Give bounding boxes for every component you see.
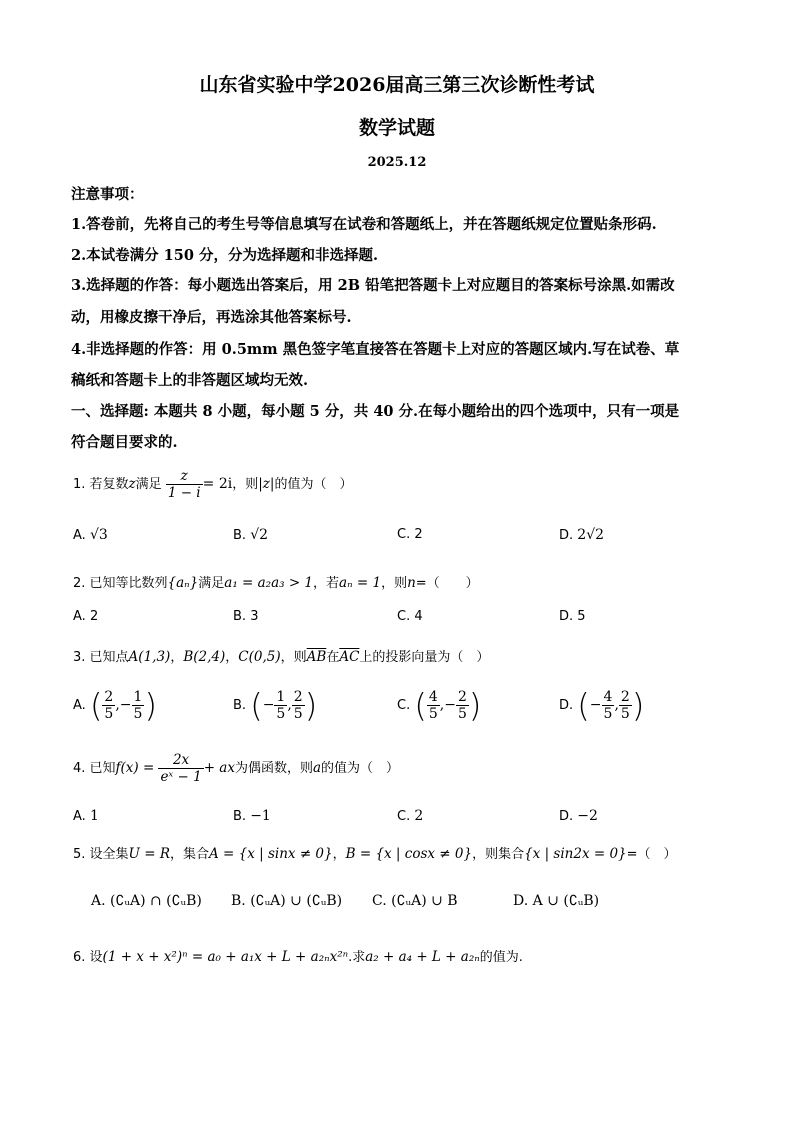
q1-text: 1. 若复数	[73, 477, 129, 492]
question-2: 2. 已知等比数列{aₙ}满足a₁ = a₂a₃ > 1，若aₙ = 1，则n=（ ）	[73, 575, 479, 591]
q3-option-a: A. ( $\frac{2}{5}$ ,− $\frac{1}{5}$ )	[73, 686, 157, 725]
q1-text: ，则	[232, 477, 259, 492]
q5-universal-set: U = R	[128, 846, 170, 862]
q1-var: z	[128, 476, 136, 492]
question-4: 4. 已知f(x) = $\frac{2x}{\text{eˣ − 1}}$ + ax为偶函数，则a的值为（ ）	[73, 752, 400, 785]
q4-option-d: D. −2	[559, 808, 598, 824]
q6-expansion: (1 + x + x²)ⁿ = a₀ + a₁x + L + a₂ₙx²ⁿ	[102, 949, 349, 965]
q3-option-d: D. (− $\frac{4}{5}$ , $\frac{2}{5}$ )	[559, 686, 645, 725]
note-4-line1: 4.非选择题的作答：用 0.5mm 黑色签字笔直接答在答题卡上对应的答题区域内.写在试卷、草	[71, 341, 680, 358]
q4-option-b: B. −1	[233, 808, 271, 824]
q5-option-a: A. (∁ᵤA) ∩ (∁ᵤB)	[91, 893, 202, 909]
q5-option-c: C. (∁ᵤA) ∪ B	[372, 893, 458, 909]
q1-text: 满足	[135, 477, 162, 492]
q1-denominator: 1 − i	[167, 485, 201, 501]
q4-fraction: $\frac{2x}{\text{eˣ − 1}}$	[160, 752, 202, 785]
q5-set-a: A = {x | sinx ≠ 0}	[209, 846, 333, 862]
q3-vector-ab: $\overline{AB}$	[306, 649, 327, 665]
question-1	[73, 467, 352, 502]
q2-option-b: B. 3	[233, 609, 259, 624]
note-1: 1.答卷前，先将自己的考生号等信息填写在试卷和答题纸上，并在答题纸规定位置贴条形码.	[71, 216, 657, 233]
q1-option-b: B. √2	[233, 527, 269, 543]
note-3-line2: 动，用橡皮擦干净后，再选涂其他答案标号.	[71, 309, 352, 326]
q4-option-c: C. 2	[397, 808, 424, 824]
exam-subject: 数学试题	[358, 117, 435, 139]
q3-point-a: A(1,3)	[128, 649, 171, 665]
q3-option-c: C. ( $\frac{4}{5}$ ,− $\frac{2}{5}$ )	[397, 686, 482, 725]
notes-heading: 注意事项：	[71, 186, 144, 203]
question-3: 3. 已知点A(1,3)，B(2,4)，C(0,5)，则$\overline{AB}$在$\overline{AC}$上的投影向量为（ ）	[73, 649, 490, 665]
q5-option-d: D. A ∪ (∁ᵤB)	[513, 893, 600, 909]
q2-sequence: {aₙ}	[167, 575, 199, 591]
q2-option-a: A. 2	[73, 609, 99, 624]
q5-option-b: B. (∁ᵤA) ∪ (∁ᵤB)	[231, 893, 343, 909]
q3-option-b: B. (− $\frac{1}{5}$ , $\frac{2}{5}$ )	[233, 686, 318, 725]
q3-point-b: B(2,4)	[183, 649, 226, 665]
note-4-line2: 稿纸和答题卡上的非答题区域均无效.	[71, 372, 309, 389]
question-6: 6. 设(1 + x + x²)ⁿ = a₀ + a₁x + L + a₂ₙx²ⁿ.求a₂ + a₄ + L + a₂ₙ的值为.	[73, 949, 523, 965]
q2-n: n	[407, 575, 416, 591]
q1-option-c: C. 2	[397, 527, 423, 542]
note-2: 2.本试卷满分 150 分，分为选择题和非选择题.	[71, 247, 379, 264]
exam-title: 山东省实验中学2026届高三第三次诊断性考试	[199, 74, 595, 96]
q2-option-c: C. 4	[397, 609, 423, 624]
exam-date: 2025.12	[367, 155, 427, 170]
q3-vector-ac: $\overline{AC}$	[339, 649, 360, 665]
q5-set-s: {x | sin2x = 0}	[524, 846, 627, 862]
q1-option-a: A. √3	[73, 527, 108, 543]
q1-abs: |z|	[258, 476, 275, 492]
q3-point-c: C(0,5)	[238, 649, 281, 665]
q1-numerator: z	[166, 468, 203, 485]
q2-option-d: D. 5	[559, 609, 586, 624]
q1-text: 的值为（ ）	[274, 477, 353, 492]
q6-sum: a₂ + a₄ + L + a₂ₙ	[365, 949, 480, 965]
q1-fraction	[166, 468, 203, 501]
q2-condition2: aₙ = 1	[339, 575, 382, 591]
note-3-line1: 3.选择题的作答：每小题选出答案后，用 2B 铅笔把答题卡上对应题目的答案标号涂黑.如需改	[71, 277, 675, 294]
q4-function: f(x) =	[115, 760, 155, 776]
q5-set-b: B = {x | cosx ≠ 0}	[345, 846, 473, 862]
q2-condition: a₁ = a₂a₃ > 1	[224, 575, 314, 591]
q1-equals: = 2i	[202, 476, 233, 492]
q1-option-d: D. 2√2	[559, 527, 605, 543]
section1-line1: 一、选择题: 本题共 8 小题，每小题 5 分，共 40 分.在每小题给出的四个选项中，只有一项是	[71, 403, 680, 420]
q4-option-a: A. 1	[73, 808, 99, 824]
question-5: 5. 设全集U = R，集合A = {x | sinx ≠ 0}，B = {x | cosx ≠ 0}，则集合{x | sin2x = 0}=（ ）	[73, 846, 677, 862]
section1-line2: 符合题目要求的.	[71, 434, 178, 451]
